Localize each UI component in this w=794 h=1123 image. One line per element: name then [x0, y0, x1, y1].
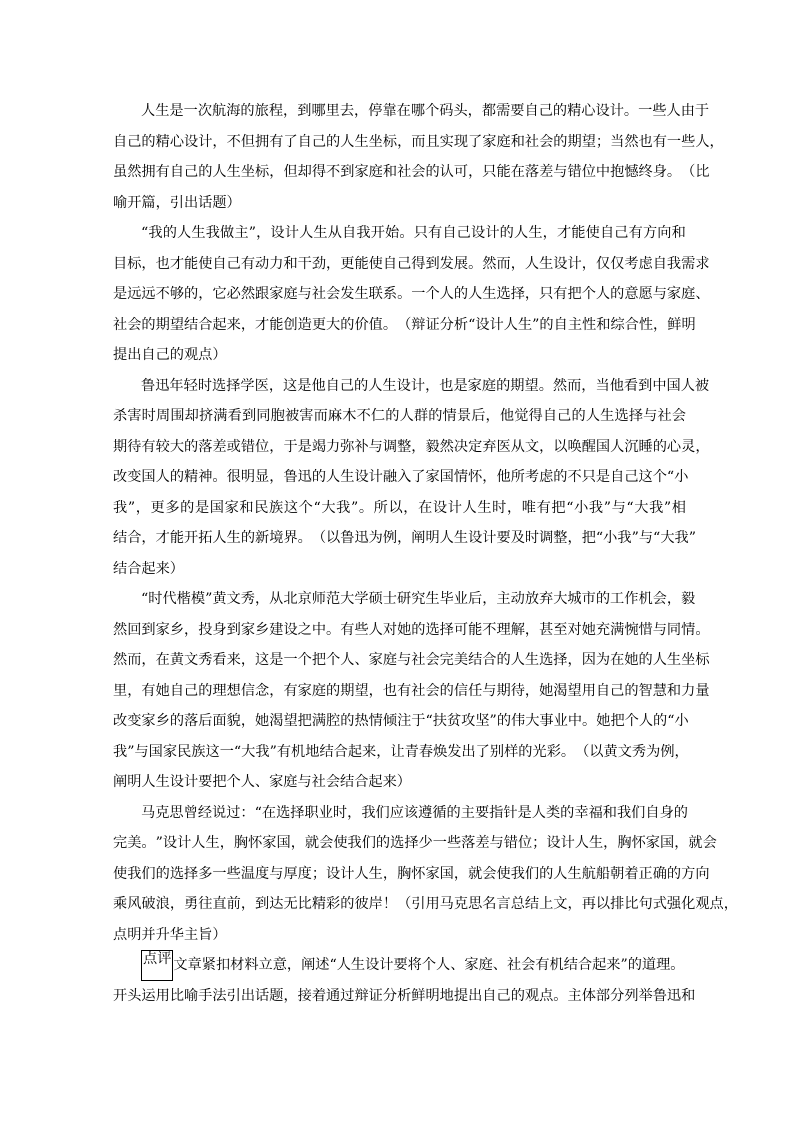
text-line: 改 变 国 人 的 精 神 。 很 明 显 ， 鲁 迅 的 人 生 设 计 融 入 了 家 国 情 怀 ， 他 所 考 虑 的 不 只 是 自 己 这 个 “ 小 [113, 469, 689, 485]
text-line: 自 己 的 精 心 设 计 ， 不 但 拥 有 了 自 己 的 人 生 坐 标 ， 而 且 实 现 了 家 庭 和 社 会 的 期 望 ； 当 然 也 有 一 些 人 ， [113, 133, 724, 150]
comment-tag: 点评 [141, 950, 173, 981]
text-line: 然 而 ， 在 黄 文 秀 看 来 ， 这 是 一 个 把 个 人 、 家 庭 与 社 会 完 美 结 合 的 人 生 选 择 ， 因 为 在 她 的 人 生 坐 标 [113, 652, 710, 668]
text-line: 鲁 迅 年 轻 时 选 择 学 医 ， 这 是 他 自 己 的 人 生 设 计 ， 也 是 家 庭 的 期 望 。 然 而 ， 当 他 看 到 中 国 人 被 [141, 377, 710, 394]
text-line: 提出自己的观点） [113, 347, 227, 363]
text-line: 里 ， 有 她 自 己 的 理 想 信 念 ， 有 家 庭 的 期 望 ， 也 有 社 会 的 信 任 与 期 待 ， 她 渴 望 用 自 己 的 智 慧 和 力 量 [113, 682, 710, 699]
comment-section [113, 950, 696, 1011]
text-line: 社 会 的 期 望 结 合 起 来 ， 才 能 创 造 更 大 的 价 值 。 （ 辩 证 分 析 “ 设 计 人 生 ” 的 自 主 性 和 综 合 性 ， 鲜 明 [113, 316, 696, 333]
paragraph-argument [113, 218, 710, 371]
text-line: 然 回 到 家 乡 ， 投 身 到 家 乡 建 设 之 中 。 有 些 人 对 她 的 选 择 可 能 不 理 解 ， 甚 至 对 她 充 满 惋 惜 与 同 情 。 [113, 621, 710, 638]
text-line: 我 ” ， 更 多 的 是 国 家 和 民 族 这 个 “ 大 我 ” 。 所 以 ， 在 设 计 人 生 时 ， 唯 有 把 “ 小 我 ” 与 “ 大 我 ” 相 [113, 499, 686, 516]
text-line: 使 我 们 的 选 择 多 一 些 温 度 与 厚 度 ； 设 计 人 生 ， 胸 怀 家 国 ， 就 会 使 我 们 的 人 生 航 船 朝 着 正 确 的 方 向 [113, 865, 710, 882]
text-line: “ 我 的 人 生 我 做 主 ” ， 设 计 人 生 从 自 我 开 始 。 只 有 自 己 设 计 的 人 生 ， 才 能 使 自 己 有 方 向 和 [141, 225, 686, 241]
paragraph-huangwenxiu [113, 584, 710, 798]
paragraph-intro [113, 96, 724, 218]
text-line: 阐明人生设计要把个人、家庭与社会结合起来） [113, 774, 411, 790]
comment-text: 文章紧扣材料立意，阐述“人生设计要将个人、家庭、社会有机结合起来”的道理。 [173, 957, 685, 973]
text-line: 马 克 思 曾 经 说 过 ： “ 在 选 择 职 业 时 ， 我 们 应 该 遵 循 的 主 要 指 针 是 人 类 的 幸 福 和 我 们 自 身 的 [141, 804, 688, 821]
text-line: 乘 风 破 浪 ， 勇 往 直 前 ， 到 达 无 比 精 彩 的 彼 岸 ！ （ 引 用 马 克 思 名 言 总 结 上 文 ， 再 以 排 比 句 式 强 化 观 点 ， [113, 896, 738, 912]
comment-line: 开 头 运 用 比 喻 手 法 引 出 话 题 ， 接 着 通 过 辩 证 分 析 鲜 明 地 提 出 自 己 的 观 点 。 主 体 部 分 列 举 鲁 迅 和 [113, 987, 696, 1004]
text-line: 点明并升华主旨） [113, 926, 227, 943]
text-line: 结合起来） [113, 560, 184, 577]
comment-line [113, 950, 686, 981]
text-line: 完 美 。 ” 设 计 人 生 ， 胸 怀 家 国 ， 就 会 使 我 们 的 选 择 少 一 些 落 差 与 错 位 ； 设 计 人 生 ， 胸 怀 家 国 ， 就 会 [113, 835, 717, 851]
text-line: 目 标 ， 也 才 能 使 自 己 有 动 力 和 干 劲 ， 更 能 使 自 己 得 到 发 展 。 然 而 ， 人 生 设 计 ， 仅 仅 考 虑 自 我 需 求 [113, 255, 710, 272]
text-line: 虽 然 拥 有 自 己 的 人 生 坐 标 ， 但 却 得 不 到 家 庭 和 社 会 的 认 可 ， 只 能 在 落 差 与 错 位 中 抱 憾 终 身 。 （ 比 [113, 164, 710, 180]
text-line: 杀 害 时 周 围 却 挤 满 看 到 同 胞 被 害 而 麻 木 不 仁 的 人 群 的 情 景 后 ， 他 觉 得 自 己 的 人 生 选 择 与 社 会 [113, 408, 686, 424]
text-line: 是 远 远 不 够 的 ， 它 必 然 跟 家 庭 与 社 会 发 生 联 系 。 一 个 人 的 人 生 选 择 ， 只 有 把 个 人 的 意 愿 与 家 庭 、 [113, 286, 710, 302]
text-line: 结 合 ， 才 能 开 拓 人 生 的 新 境 界 。 （ 以 鲁 迅 为 例 ， 阐 明 人 生 设 计 要 及 时 调 整 ， 把 “ 小 我 ” 与 “ 大 我 ” [113, 530, 696, 546]
paragraph-conclusion [113, 798, 738, 951]
paragraph-luxun [113, 371, 710, 585]
text-line: 我 ” 与 国 家 民 族 这 一 “ 大 我 ” 有 机 地 结 合 起 来 ， 让 青 春 焕 发 出 了 别 样 的 光 彩 。 （ 以 黄 文 秀 为 例 ， [113, 743, 689, 760]
document-body [113, 96, 738, 1011]
text-line: 期 待 有 较 大 的 落 差 或 错 位 ， 于 是 竭 力 弥 补 与 调 整 ， 毅 然 决 定 弃 医 从 文 ， 以 唤 醒 国 人 沉 睡 的 心 灵 ， [113, 438, 710, 455]
text-line: “ 时 代 楷 模 ” 黄 文 秀 ， 从 北 京 师 范 大 学 硕 士 研 究 生 毕 业 后 ， 主 动 放 弃 大 城 市 的 工 作 机 会 ， 毅 [141, 591, 696, 607]
text-line: 喻开篇，引出话题） [113, 194, 241, 211]
text-line: 人 生 是 一 次 航 海 的 旅 程 ， 到 哪 里 去 ， 停 靠 在 哪 个 码 头 ， 都 需 要 自 己 的 精 心 设 计 。 一 些 人 由 于 [141, 103, 710, 119]
text-line: 改 变 家 乡 的 落 后 面 貌 ， 她 渴 望 把 满 腔 的 热 情 倾 注 于 “ 扶 贫 攻 坚 ” 的 伟 大 事 业 中 。 她 把 个 人 的 “ 小 [113, 713, 689, 729]
